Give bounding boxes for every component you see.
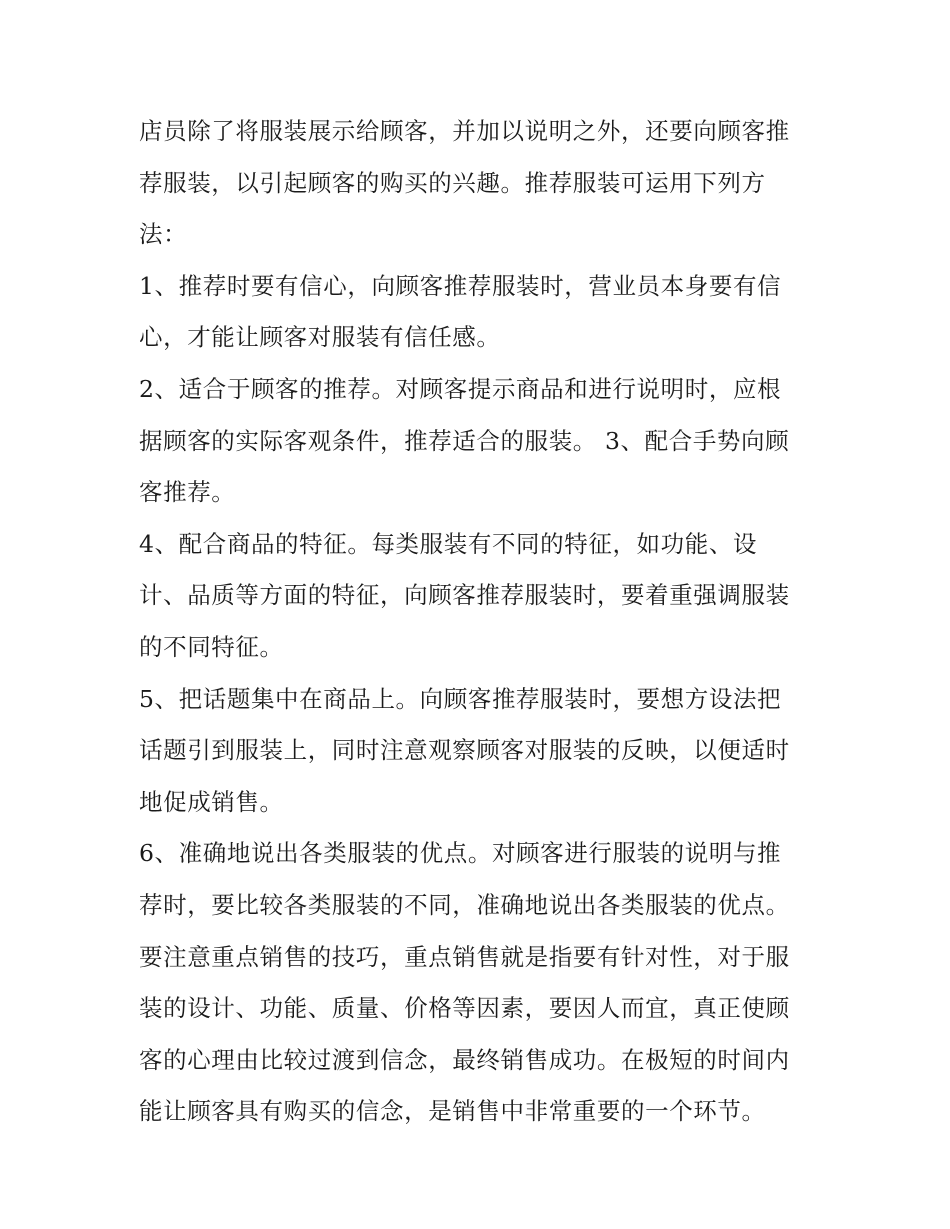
text-line: 店员除了将服装展示给顾客，并加以说明之外，还要向顾客推	[139, 117, 790, 145]
text-line: 6、准确地说出各类服装的优点。对顾客进行服装的说明与推	[139, 839, 782, 868]
text-line: 荐服装，以引起顾客的购买的兴趣。推荐服装可运用下列方	[139, 168, 766, 197]
text-line: 心，才能让顾客对服装有信任感。	[139, 323, 501, 352]
body-text	[139, 106, 819, 1138]
text-line: 2、适合于顾客的推荐。对顾客提示商品和进行说明时，应根	[139, 374, 782, 403]
text-line: 地促成销售。	[139, 787, 284, 816]
text-line: 荐时，要比较各类服装的不同，准确地说出各类服装的优点。	[139, 890, 790, 919]
text-line: 装的设计、功能、质量、价格等因素，要因人而宜，真正使顾	[139, 994, 790, 1023]
text-line: 计、品质等方面的特征，向顾客推荐服装时，要着重强调服装	[139, 581, 790, 610]
text-line: 的不同特征。	[139, 632, 284, 661]
text-line: 1、推荐时要有信心，向顾客推荐服装时，营业员本身要有信	[139, 271, 782, 300]
text-line: 法：	[139, 220, 188, 249]
text-line: 能让顾客具有购买的信念，是销售中非常重要的一个环节。	[139, 1097, 766, 1126]
text-line: 客的心理由比较过渡到信念，最终销售成功。在极短的时间内	[139, 1045, 790, 1074]
text-line: 据顾客的实际客观条件，推荐适合的服装。 3、配合手势向顾	[139, 426, 790, 455]
text-line: 要注意重点销售的技巧，重点销售就是指要有针对性，对于服	[139, 942, 790, 971]
text-line: 5、把话题集中在商品上。向顾客推荐服装时，要想方设法把	[139, 684, 782, 713]
text-line: 客推荐。	[139, 478, 236, 507]
text-line: 4、配合商品的特征。每类服装有不同的特征，如功能、设	[139, 529, 758, 558]
text-line: 话题引到服装上，同时注意观察顾客对服装的反映，以便适时	[139, 736, 790, 765]
